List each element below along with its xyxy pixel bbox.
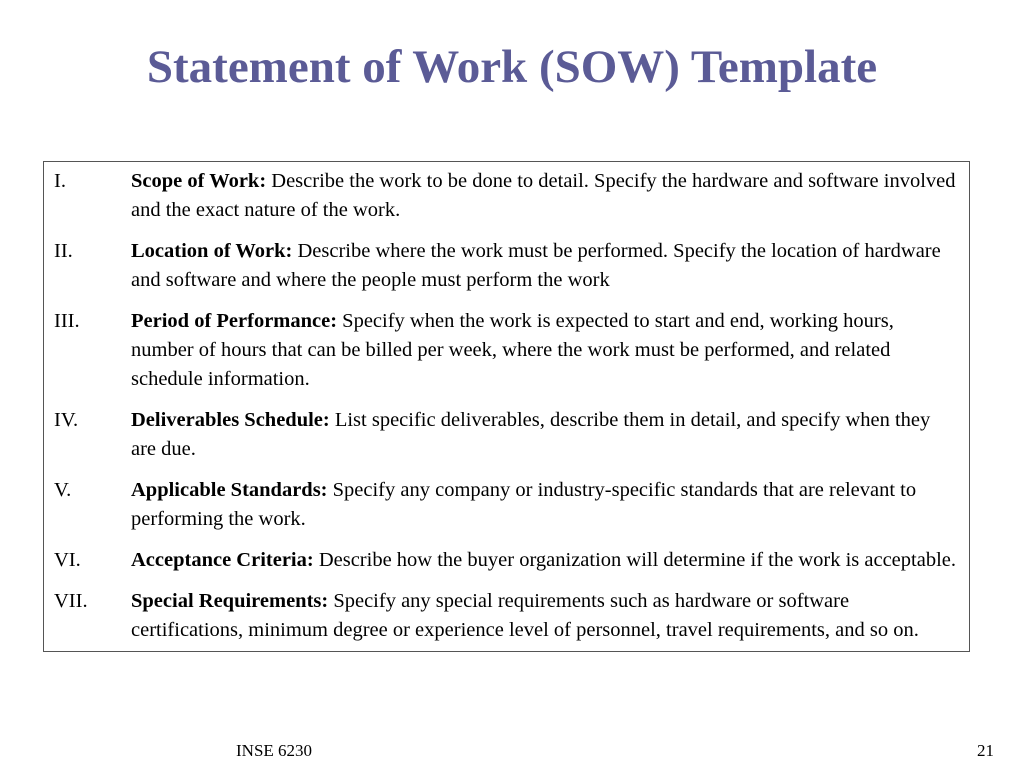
sow-item-location (44, 231, 969, 301)
item-heading: Acceptance Criteria: (131, 549, 314, 571)
item-description (131, 237, 959, 295)
sow-item-period (44, 301, 969, 400)
item-body: Specify when the work is expected to start and end, working hours, number of hours that can be billed per week, where the work must be performed, and related schedule information. (131, 310, 894, 390)
item-number: VII. (54, 590, 88, 612)
item-heading: Period of Performance: (131, 310, 338, 332)
sow-item-special (44, 581, 969, 651)
footer-page-number: 21 (977, 741, 994, 760)
item-body: Describe how the buyer organization will determine if the work is acceptable. (313, 549, 956, 571)
item-description (131, 307, 959, 394)
item-heading: Applicable Standards: (131, 479, 328, 501)
item-body: Specify any company or industry-specific standards that are relevant to performing the work. (131, 479, 917, 530)
item-heading: Scope of Work: (131, 170, 267, 192)
item-number: I. (54, 170, 66, 192)
sow-item-standards (44, 470, 969, 540)
footer-course: INSE 6230 (236, 741, 313, 760)
item-heading: Special Requirements: (131, 590, 329, 612)
slide-title: Statement of Work (SOW) Template (146, 41, 878, 93)
item-description (131, 476, 959, 534)
sow-item-scope (44, 162, 969, 231)
sow-item-deliverables (44, 400, 969, 470)
item-heading: Location of Work: (131, 240, 293, 262)
sow-item-acceptance (44, 540, 969, 581)
item-heading: Deliverables Schedule: (131, 409, 330, 431)
item-number: V. (54, 479, 72, 501)
item-description (131, 587, 959, 645)
item-number: IV. (54, 409, 79, 431)
item-body: Specify any special requirements such as hardware or software certifications, minimum degree or experience level of personnel, travel requirements, and so on. (131, 590, 919, 641)
item-body: Describe where the work must be performed. Specify the location of hardware and software and where the people must perform the work (131, 240, 941, 291)
item-description (131, 546, 959, 575)
item-body: List specific deliverables, describe them in detail, and specify when they are due. (131, 409, 931, 460)
item-body: Describe the work to be done to detail. Specify the hardware and software involved and the exact nature of the work. (131, 170, 956, 221)
item-number: II. (54, 240, 73, 262)
item-description (131, 167, 959, 225)
item-description (131, 406, 959, 464)
sow-table (43, 161, 970, 652)
item-number: VI. (54, 549, 81, 571)
item-number: III. (54, 310, 80, 332)
